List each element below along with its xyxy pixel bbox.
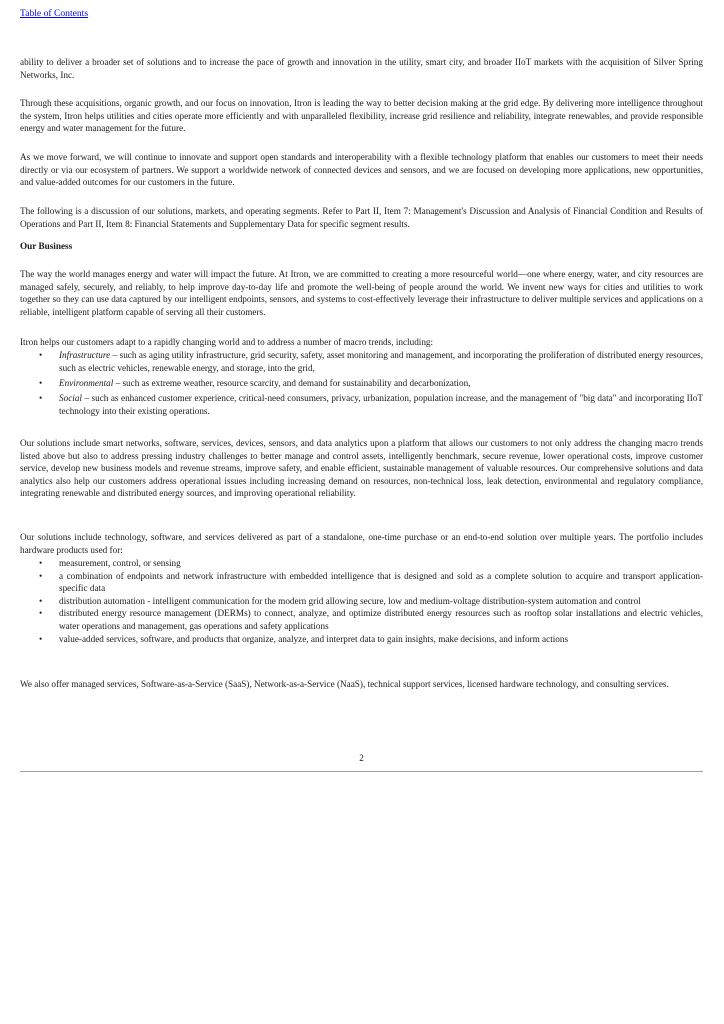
macro-trends-list	[20, 349, 703, 420]
list-item	[20, 377, 703, 390]
paragraph-grid-edge: Through these acquisitions, organic growth, and our focus on innovation, Itron is leading the way to better decision making at the grid edge. By delivering more intelligence throughout the system, Itron helps utilities and cities operate more efficiently and with unparalleled flexibility, increase grid resilience and reliability, integrate renewables, and provide responsible energy and water management for the future.	[20, 98, 703, 134]
bullet-icon: •	[39, 377, 43, 388]
paragraph-discussion-overview: The following is a discussion of our solutions, markets, and operating segments. Refer to Part II, Item 7: Management's Discussion and Analysis of Financial Condition and Results of Operations and Part II, Item 8: Financial Statements and Supplementary Data for specific segment results.	[20, 206, 703, 229]
trend-text: – such as extreme weather, resource scarcity, and demand for sustainability and decarbonization,	[113, 377, 471, 388]
paragraph-moving-forward: As we move forward, we will continue to innovate and support open standards and interoperability with a flexible technology platform that enables our customers to meet their needs directly or via our ecosystem of partners. We support a worldwide network of connected devices and sensors, and we are focused on developing more applications, new opportunities, and value-added outcomes for our customers in the future.	[20, 152, 703, 188]
table-of-contents-link[interactable]: Table of Contents	[20, 8, 89, 19]
list-item-text: distributed energy resource management (DERMs) to connect, analyze, and optimize distributed energy resources such as rooftop solar installations and electric vehicles, water operations and management, gas operations and safety applications	[59, 608, 703, 631]
paragraph-acquisition: ability to deliver a broader set of solutions and to increase the pace of growth and innovation in the utility, smart city, and broader IIoT markets with the acquisition of Silver Spring Networks, Inc.	[20, 57, 703, 80]
paragraph-managed-services: We also offer managed services, Software-as-a-Service (SaaS), Network-as-a-Service (NaaS), technical support services, licensed hardware technology, and consulting services.	[20, 679, 669, 689]
paragraph-macro-trends-intro: Itron helps our customers adapt to a rapidly changing world and to address a number of macro trends, including:	[20, 337, 434, 347]
trend-term: Social	[59, 392, 82, 403]
trend-text: – such as aging utility infrastructure, grid security, safety, asset monitoring and management, and incorporating the proliferation of distributed energy resources, such as electric vehicles, renewable energy, and storage, into the grid,	[59, 350, 703, 373]
bullet-icon: •	[39, 633, 43, 644]
paragraph-business-intro: The way the world manages energy and water will impact the future. At Itron, we are committed to creating a more resourceful world—one where energy, water, and city resources are managed safely, securely, and reliably, to help improve day-to-day life and promote the well-being of people around the world. We invent new ways for cities and utilities to work together so they can use data captured by our intelligent endpoints, sensors, and systems to cost-effectively leverage their infrastructure to deliver multiple services and applications on a reliable, intelligent platform capable of serving all their customers.	[20, 269, 703, 317]
list-item-text: value-added services, software, and products that organize, analyze, and interpret data to gain insights, make decisions, and inform actions	[59, 633, 569, 644]
hardware-uses-list	[20, 557, 703, 645]
list-item	[20, 570, 703, 595]
list-item	[20, 607, 703, 632]
list-item-text: distribution automation - intelligent communication for the modern grid allowing secure, low and medium-voltage distribution-system automation and control	[59, 595, 641, 606]
list-item	[20, 349, 703, 374]
bullet-icon: •	[39, 350, 43, 360]
list-item-text: measurement, control, or sensing	[59, 558, 181, 568]
bullet-icon: •	[39, 558, 43, 568]
bullet-icon: •	[39, 570, 43, 581]
list-item	[20, 557, 703, 570]
paragraph-portfolio-intro: Our solutions include technology, software, and services delivered as part of a standalone, one-time purchase or an end-to-end solution over multiple years. The portfolio includes hardware products used for:	[20, 532, 703, 555]
page-number: 2	[359, 753, 364, 763]
page-divider	[20, 771, 703, 772]
trend-term: Environmental	[59, 377, 114, 388]
list-item-text: a combination of endpoints and network infrastructure with embedded intelligence that is designed and sold as a complete solution to acquire and transport application-specific data	[59, 570, 703, 594]
trend-text: – such as enhanced customer experience, critical-need consumers, privacy, urbanization, population increase, and the management of "big data" and incorporating IIoT technology into their existing operations.	[59, 392, 703, 416]
list-item	[20, 392, 703, 417]
list-item	[20, 595, 703, 608]
list-item	[20, 633, 703, 646]
bullet-icon: •	[39, 595, 43, 606]
section-heading-our-business: Our Business	[20, 241, 73, 251]
paragraph-solutions-overview: Our solutions include smart networks, software, services, devices, sensors, and data analytics upon a platform that allows our customers to not only address the changing macro trends listed above but also to address pressing industry challenges to better manage and control assets, intelligently benchmark, secure revenue, lower operational costs, improve customer service, develop new business models and revenue streams, improve safety, and enable efficient, sustainable management of valuable resources. Our comprehensive solutions and data analytics also help our customers address operational issues including increasing demand on resources, non-technical loss, leak detection, environmental and regulatory compliance, integrating renewable and distributed energy sources, and improving operational reliability.	[20, 438, 703, 499]
bullet-icon: •	[39, 392, 43, 403]
trend-term: Infrastructure	[59, 350, 111, 360]
bullet-icon: •	[39, 608, 43, 619]
